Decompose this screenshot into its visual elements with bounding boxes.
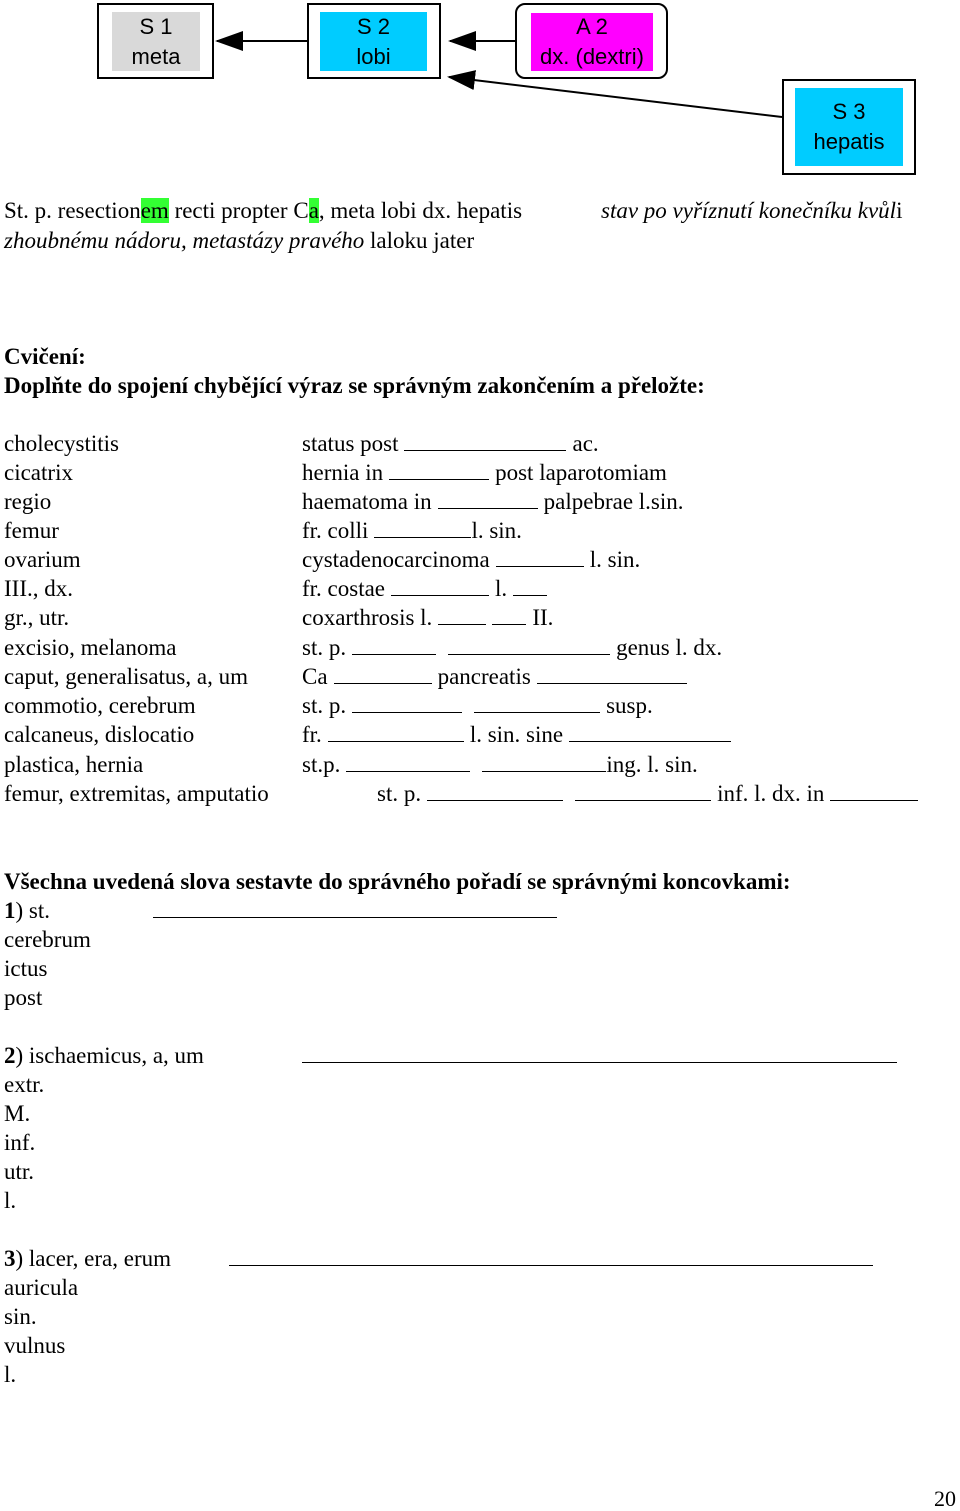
answer-line[interactable] xyxy=(229,1265,873,1266)
phrase-part: fr. colli xyxy=(302,518,369,543)
answer-blank[interactable] xyxy=(374,517,471,538)
phrase-part: Ca xyxy=(302,664,328,689)
answer-blank[interactable] xyxy=(448,634,610,655)
phrase-part: st. p. xyxy=(302,635,347,660)
box-a2-line1: A 2 xyxy=(576,14,608,39)
example-czech-line2 xyxy=(4,226,474,255)
answer-blank[interactable] xyxy=(492,604,526,625)
answer-blank[interactable] xyxy=(352,692,462,713)
czech-tail-1: i xyxy=(896,198,903,223)
table-row xyxy=(4,545,81,574)
row-word: regio xyxy=(4,489,52,514)
row-word: III., dx. xyxy=(4,576,73,601)
group-first-word: ) ischaemicus, a, um xyxy=(15,1043,204,1068)
phrase-part: susp. xyxy=(606,693,653,718)
phrase-part: l. xyxy=(495,576,508,601)
list-item: inf. xyxy=(4,1130,36,1155)
box-s3-label xyxy=(795,88,903,166)
czech-italic-2: zhoubnému nádoru, metastázy pravého xyxy=(4,228,365,253)
list-item: sin. xyxy=(4,1304,37,1329)
phrase-part: genus l. dx. xyxy=(616,635,723,660)
table-row-phrase xyxy=(302,545,640,574)
answer-blank[interactable] xyxy=(346,751,470,772)
answer-blank[interactable] xyxy=(575,780,711,801)
phrase-part: hernia in xyxy=(302,460,384,485)
latin-part-a: St. p. resection xyxy=(4,198,141,223)
answer-blank[interactable] xyxy=(830,780,918,801)
row-word: femur xyxy=(4,518,59,543)
table-row-phrase xyxy=(302,516,522,545)
answer-blank[interactable] xyxy=(482,751,606,772)
answer-blank[interactable] xyxy=(438,488,538,509)
latin-part-b: recti propter C xyxy=(168,198,309,223)
list-item: l. xyxy=(4,1362,17,1387)
phrase-part: inf. l. dx. in xyxy=(717,781,825,806)
group-first-word: ) st. xyxy=(15,898,50,923)
row-word: cicatrix xyxy=(4,460,73,485)
exercise2-heading: Všechna uvedená slova sestavte do správného pořadí se správnými koncovkami: xyxy=(4,869,791,894)
phrase-part: ac. xyxy=(572,431,599,456)
phrase-part: status post xyxy=(302,431,399,456)
table-row xyxy=(4,691,196,720)
list-item: utr. xyxy=(4,1159,35,1184)
box-s1-line1: S 1 xyxy=(139,13,173,39)
page-number: 20 xyxy=(934,1486,956,1511)
box-s2-line2: lobi xyxy=(356,43,391,69)
box-s3-line2: hepatis xyxy=(813,129,885,154)
table-row-phrase xyxy=(302,487,684,516)
answer-blank[interactable] xyxy=(438,604,486,625)
list-item: M. xyxy=(4,1101,31,1126)
phrase-part: fr. costae xyxy=(302,576,386,601)
table-row xyxy=(4,487,51,516)
phrase-part: st.p. xyxy=(302,752,341,777)
table-row-phrase xyxy=(302,662,687,691)
group-number: 2 xyxy=(4,1043,16,1068)
table-row xyxy=(4,750,143,779)
exercise1-instruction: Doplňte do spojení chybějící výraz se správným zakončením a přeložte: xyxy=(4,373,705,398)
phrase-part: ing. l. sin. xyxy=(606,752,698,777)
table-row-phrase xyxy=(302,691,653,720)
phrase-part: l. sin. xyxy=(471,518,522,543)
row-word: ovarium xyxy=(4,547,81,572)
table-row xyxy=(4,429,119,458)
phrase-part: l. sin. xyxy=(589,547,641,572)
table-row-phrase xyxy=(302,633,722,662)
arrow-s3-to-a2 xyxy=(449,77,782,117)
table-row xyxy=(4,662,248,691)
phrase-part: post laparotomiam xyxy=(495,460,667,485)
box-s1-label xyxy=(112,12,200,71)
list-item: extr. xyxy=(4,1072,45,1097)
group-first-word: ) lacer, era, erum xyxy=(15,1246,171,1271)
row-word: caput, generalisatus, a, um xyxy=(4,664,248,689)
group-first-line xyxy=(4,1244,171,1273)
answer-blank[interactable] xyxy=(404,430,566,451)
phrase-part: II. xyxy=(532,605,554,630)
answer-blank[interactable] xyxy=(334,663,432,684)
exercise1-heading: Cvičení: xyxy=(4,344,86,369)
table-row-phrase xyxy=(302,720,731,749)
answer-blank[interactable] xyxy=(496,546,584,567)
table-row xyxy=(4,633,176,662)
group-number: 3 xyxy=(4,1246,16,1271)
answer-line[interactable] xyxy=(302,1062,897,1063)
table-row-phrase xyxy=(302,574,547,603)
latin-part-c: , meta lobi dx. hepatis xyxy=(318,198,523,223)
table-row xyxy=(4,458,73,487)
latin-highlight-1: em xyxy=(140,198,169,223)
list-item: vulnus xyxy=(4,1333,66,1358)
box-s1-line2: meta xyxy=(131,43,181,69)
phrase-part: l. sin. sine xyxy=(469,722,564,747)
latin-highlight-2: a xyxy=(308,198,319,223)
group-number: 1 xyxy=(4,898,16,923)
czech-italic-1: stav po vyříznutí konečníku kvůl xyxy=(601,198,897,223)
czech-tail-2: laloku jater xyxy=(364,228,475,253)
row-word: plastica, hernia xyxy=(4,752,144,777)
row-word: excisio, melanoma xyxy=(4,635,177,660)
phrase-part: haematoma in xyxy=(302,489,432,514)
table-row xyxy=(4,603,69,632)
phrase-part: coxarthrosis l. xyxy=(302,605,433,630)
answer-line[interactable] xyxy=(153,917,557,918)
list-item: ictus xyxy=(4,956,48,981)
table-row xyxy=(4,516,59,545)
row-word: cholecystitis xyxy=(4,431,119,456)
example-latin xyxy=(4,196,522,225)
table-row xyxy=(4,779,269,808)
answer-blank[interactable] xyxy=(427,780,563,801)
answer-blank[interactable] xyxy=(513,575,547,596)
phrase-part: st. p. xyxy=(302,693,347,718)
answer-blank[interactable] xyxy=(328,721,464,742)
list-item: post xyxy=(4,985,43,1010)
answer-blank[interactable] xyxy=(389,459,489,480)
answer-blank[interactable] xyxy=(352,634,436,655)
group-first-line xyxy=(4,1041,204,1070)
phrase-part: palpebrae l.sin. xyxy=(543,489,684,514)
table-row-phrase xyxy=(302,429,599,458)
list-item: auricula xyxy=(4,1275,79,1300)
box-a2-label xyxy=(531,13,653,71)
list-item: l. xyxy=(4,1188,17,1213)
box-s2-label xyxy=(320,12,427,71)
group-first-line xyxy=(4,896,50,925)
answer-blank[interactable] xyxy=(569,721,731,742)
table-row-phrase xyxy=(377,779,918,808)
table-row-phrase xyxy=(302,458,667,487)
example-czech-line1 xyxy=(601,196,902,225)
answer-blank[interactable] xyxy=(391,575,489,596)
list-item: cerebrum xyxy=(4,927,91,952)
table-row xyxy=(4,720,194,749)
row-word: gr., utr. xyxy=(4,605,70,630)
table-row-phrase xyxy=(302,603,553,632)
answer-blank[interactable] xyxy=(537,663,687,684)
row-word: calcaneus, dislocatio xyxy=(4,722,195,747)
box-s2-line1: S 2 xyxy=(356,13,391,39)
phrase-part: pancreatis xyxy=(437,664,531,689)
table-row xyxy=(4,574,73,603)
row-word: commotio, cerebrum xyxy=(4,693,196,718)
row-word: femur, extremitas, amputatio xyxy=(4,781,269,806)
phrase-part: cystadenocarcinoma xyxy=(302,547,490,572)
box-a2-line2: dx. (dextri) xyxy=(540,44,644,69)
phrase-part: fr. xyxy=(302,722,322,747)
table-row-phrase xyxy=(302,750,698,779)
answer-blank[interactable] xyxy=(474,692,600,713)
phrase-part: st. p. xyxy=(377,781,422,806)
box-s3-line1: S 3 xyxy=(832,99,866,124)
